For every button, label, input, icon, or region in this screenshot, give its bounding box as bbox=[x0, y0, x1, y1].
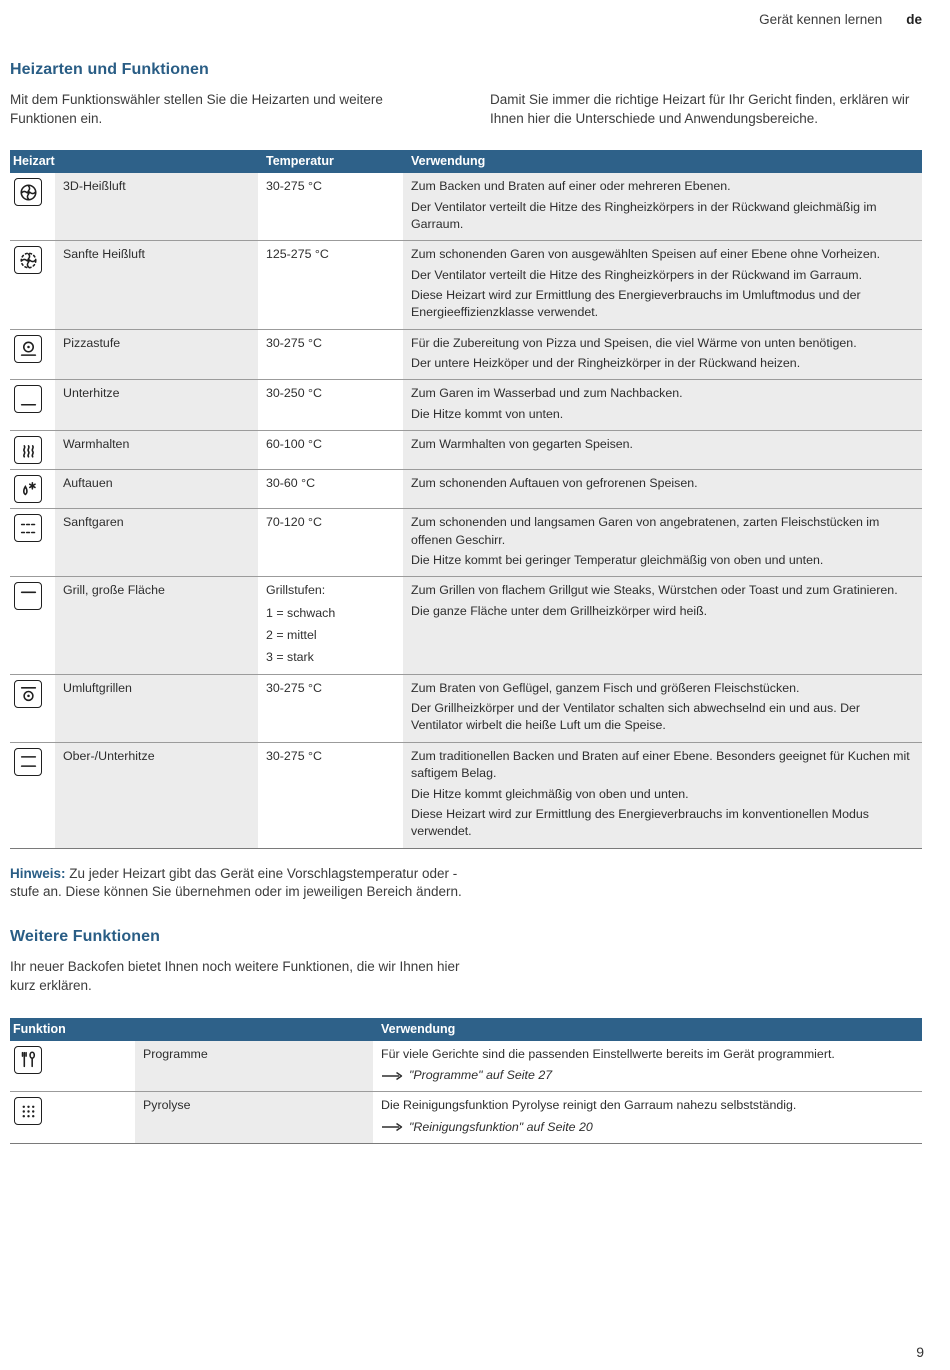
funktion-name: Programme bbox=[135, 1041, 373, 1092]
heizart-icon-cell bbox=[10, 173, 55, 240]
more-functions-title: Weitere Funktionen bbox=[10, 928, 160, 946]
slow-cooking-icon bbox=[14, 514, 42, 542]
temperature-line: 70-120 °C bbox=[266, 515, 322, 530]
heating-table-header bbox=[10, 150, 922, 173]
cross-reference-text[interactable]: "Reinigungsfunktion" auf Seite 20 bbox=[409, 1119, 593, 1134]
usage-paragraph: Für die Zubereitung von Pizza und Speisen, die viel Wärme von unten benötigen. bbox=[411, 335, 857, 350]
usage-paragraph: Zum traditionellen Backen und Braten auf einer Ebene. Besonders geeignet für Kuchen mit saftigem Belag. bbox=[411, 748, 910, 781]
heizart-temperatur bbox=[258, 577, 403, 673]
heizart-name: Unterhitze bbox=[55, 380, 258, 430]
funktion-verwendung bbox=[373, 1041, 922, 1092]
heizart-temperatur bbox=[258, 470, 403, 508]
heizart-name: Grill, große Fläche bbox=[55, 577, 258, 673]
heizart-verwendung bbox=[403, 431, 922, 469]
heating-table-row bbox=[10, 430, 922, 469]
heizart-verwendung bbox=[403, 577, 922, 673]
note-text: Zu jeder Heizart gibt das Gerät eine Vorschlagstemperatur oder -stufe an. Diese können Sie übernehmen oder im jeweiligen Bereich ändern. bbox=[10, 865, 462, 900]
grill-large-area-icon bbox=[14, 582, 42, 610]
usage-paragraph: Die Hitze kommt von unten. bbox=[411, 406, 564, 421]
heizart-icon-cell bbox=[10, 470, 55, 508]
cross-reference[interactable] bbox=[381, 1119, 914, 1136]
heating-table-row bbox=[10, 240, 922, 328]
heating-table-row bbox=[10, 674, 922, 742]
temperature-line: 3 = stark bbox=[266, 650, 314, 665]
functions-table bbox=[10, 1018, 922, 1144]
heizart-temperatur bbox=[258, 173, 403, 240]
usage-paragraph: Zum Warmhalten von gegarten Speisen. bbox=[411, 437, 633, 452]
column-header-funktion: Funktion bbox=[13, 1021, 66, 1036]
heating-modes-table bbox=[10, 150, 922, 848]
heizart-icon-cell bbox=[10, 380, 55, 430]
temperature-line: 30-60 °C bbox=[266, 476, 316, 491]
usage-paragraph: Die Hitze kommt gleichmäßig von oben und unten. bbox=[411, 786, 689, 801]
heizart-verwendung bbox=[403, 675, 922, 742]
running-header bbox=[10, 10, 922, 27]
arrow-right-icon bbox=[381, 1122, 403, 1132]
temperature-line: 30-275 °C bbox=[266, 748, 322, 763]
heizart-temperatur bbox=[258, 509, 403, 576]
language-tag: de bbox=[906, 12, 922, 27]
temperature-line: 60-100 °C bbox=[266, 437, 322, 452]
heizart-icon-cell bbox=[10, 431, 55, 469]
programmes-icon bbox=[14, 1046, 42, 1074]
heating-table-row bbox=[10, 329, 922, 380]
heizart-icon-cell bbox=[10, 675, 55, 742]
column-header-verwendung: Verwendung bbox=[381, 1021, 456, 1036]
usage-paragraph: Der Grillheizkörper und der Ventilator schalten sich abwechselnd ein und aus. Der Ventilator wirbelt die heiße Luft um die Speise. bbox=[411, 701, 861, 733]
heizart-name: Sanftgaren bbox=[55, 509, 258, 576]
heizart-name: Auftauen bbox=[55, 470, 258, 508]
temperature-line: 125-275 °C bbox=[266, 247, 329, 262]
functions-table-row bbox=[10, 1091, 922, 1143]
bottom-heat-icon bbox=[14, 385, 42, 413]
usage-paragraph: Die Reinigungsfunktion Pyrolyse reinigt den Garraum nahezu selbstständig. bbox=[381, 1098, 797, 1113]
temperature-line: 30-275 °C bbox=[266, 179, 322, 194]
usage-paragraph: Diese Heizart wird zur Ermittlung des Energieverbrauchs im Umluftmodus und der Energieeffizienzklasse verwendet. bbox=[411, 288, 861, 320]
heating-table-body bbox=[10, 173, 922, 847]
usage-paragraph: Zum schonenden und langsamen Garen von angebratenen, zarten Fleischstücken im offenen Geschirr. bbox=[411, 515, 880, 547]
heizart-name: Umluftgrillen bbox=[55, 675, 258, 742]
defrost-icon bbox=[14, 475, 42, 503]
intro-columns bbox=[10, 91, 922, 128]
intro-right-paragraph: Damit Sie immer die richtige Heizart für Ihr Gericht finden, erklären wir Ihnen hier die Unterschiede und Anwendungsbereiche. bbox=[490, 92, 910, 126]
heizart-icon-cell bbox=[10, 330, 55, 380]
heizart-verwendung bbox=[403, 509, 922, 576]
heizart-verwendung bbox=[403, 173, 922, 240]
temperature-line: 2 = mittel bbox=[266, 628, 317, 642]
heizart-name: Ober-/Unterhitze bbox=[55, 743, 258, 848]
column-header-verwendung: Verwendung bbox=[411, 154, 486, 169]
heizart-icon-cell bbox=[10, 509, 55, 576]
heizart-icon-cell bbox=[10, 577, 55, 673]
usage-paragraph: Zum Garen im Wasserbad und zum Nachbacken. bbox=[411, 386, 683, 401]
heizart-name: Sanfte Heißluft bbox=[55, 241, 258, 328]
cross-reference[interactable] bbox=[381, 1067, 914, 1084]
heating-table-row bbox=[10, 742, 922, 848]
heizart-verwendung bbox=[403, 330, 922, 380]
funktion-name: Pyrolyse bbox=[135, 1092, 373, 1143]
heizart-name: 3D-Heißluft bbox=[55, 173, 258, 240]
heizart-temperatur bbox=[258, 743, 403, 848]
functions-table-header bbox=[10, 1018, 922, 1041]
heating-table-row bbox=[10, 508, 922, 576]
heizart-temperatur bbox=[258, 431, 403, 469]
heating-table-row bbox=[10, 379, 922, 430]
usage-paragraph: Zum Grillen von flachem Grillgut wie Steaks, Würstchen oder Toast und zum Gratinieren. bbox=[411, 583, 898, 598]
usage-paragraph: Zum schonenden Auftauen von gefrorenen Speisen. bbox=[411, 476, 698, 491]
heizart-verwendung bbox=[403, 241, 922, 328]
usage-paragraph: Zum Backen und Braten auf einer oder mehreren Ebenen. bbox=[411, 179, 731, 194]
temperature-line: 1 = schwach bbox=[266, 605, 336, 620]
functions-table-body bbox=[10, 1041, 922, 1143]
usage-paragraph: Die ganze Fläche unter dem Grillheizkörper wird heiß. bbox=[411, 603, 708, 618]
cross-reference-text[interactable]: "Programme" auf Seite 27 bbox=[409, 1067, 553, 1082]
temperature-line: Grillstufen: bbox=[266, 583, 326, 598]
usage-paragraph: Zum Braten von Geflügel, ganzem Fisch und größeren Fleischstücken. bbox=[411, 680, 800, 695]
page-title: Heizarten und Funktionen bbox=[10, 61, 209, 78]
usage-paragraph: Der Ventilator verteilt die Hitze des Ringheizkörpers in der Rückwand im Garraum. bbox=[411, 267, 863, 282]
gentle-hot-air-icon bbox=[14, 246, 42, 274]
more-functions-paragraph: Ihr neuer Backofen bietet Ihnen noch weitere Funktionen, die wir Ihnen hier kurz erklären. bbox=[10, 959, 460, 993]
intro-left-paragraph: Mit dem Funktionswähler stellen Sie die Heizarten und weitere Funktionen ein. bbox=[10, 92, 383, 126]
funktion-verwendung bbox=[373, 1092, 922, 1143]
page-number: 9 bbox=[916, 1344, 924, 1360]
usage-paragraph: Für viele Gerichte sind die passenden Einstellwerte bereits im Gerät programmiert. bbox=[381, 1046, 835, 1061]
heizart-verwendung bbox=[403, 470, 922, 508]
usage-paragraph: Diese Heizart wird zur Ermittlung des Energieverbrauchs im konventionellen Modus verwendet. bbox=[411, 806, 869, 839]
heating-table-row bbox=[10, 469, 922, 508]
column-header-heizart: Heizart bbox=[13, 154, 55, 169]
usage-paragraph: Der Ventilator verteilt die Hitze des Ringheizkörpers in der Rückwand gleichmäßig im Garraum. bbox=[411, 199, 877, 231]
heizart-icon-cell bbox=[10, 743, 55, 848]
keep-warm-icon bbox=[14, 436, 42, 464]
temperature-line: 30-275 °C bbox=[266, 335, 322, 350]
temperature-line: 30-250 °C bbox=[266, 386, 322, 401]
temperature-line: 30-275 °C bbox=[266, 680, 322, 695]
note-paragraph bbox=[10, 865, 480, 903]
heizart-temperatur bbox=[258, 330, 403, 380]
usage-paragraph: Der untere Heizköper und der Ringheizkörper in der Rückwand heizen. bbox=[411, 356, 801, 371]
heizart-verwendung bbox=[403, 380, 922, 430]
heizart-temperatur bbox=[258, 675, 403, 742]
funktion-icon-cell bbox=[10, 1092, 135, 1143]
heizart-name: Pizzastufe bbox=[55, 330, 258, 380]
arrow-right-icon bbox=[381, 1071, 403, 1081]
funktion-icon-cell bbox=[10, 1041, 135, 1092]
usage-paragraph: Zum schonenden Garen von ausgewählten Speisen auf einer Ebene ohne Vorheizen. bbox=[411, 247, 881, 262]
fan-3d-hot-air-icon bbox=[14, 178, 42, 206]
pizza-setting-icon bbox=[14, 335, 42, 363]
top-bottom-heat-icon bbox=[14, 748, 42, 776]
heizart-verwendung bbox=[403, 743, 922, 848]
heizart-temperatur bbox=[258, 380, 403, 430]
heizart-name: Warmhalten bbox=[55, 431, 258, 469]
heating-table-row bbox=[10, 576, 922, 673]
heizart-icon-cell bbox=[10, 241, 55, 328]
usage-paragraph: Die Hitze kommt bei geringer Temperatur gleichmäßig von oben und unten. bbox=[411, 552, 824, 567]
circulated-air-grill-icon bbox=[14, 680, 42, 708]
heizart-temperatur bbox=[258, 241, 403, 328]
column-header-temperatur: Temperatur bbox=[266, 154, 334, 169]
functions-table-row bbox=[10, 1041, 922, 1092]
note-label: Hinweis: bbox=[10, 865, 66, 881]
heating-table-row bbox=[10, 173, 922, 240]
pyrolysis-icon bbox=[14, 1097, 42, 1125]
running-header-title: Gerät kennen lernen bbox=[759, 12, 883, 27]
